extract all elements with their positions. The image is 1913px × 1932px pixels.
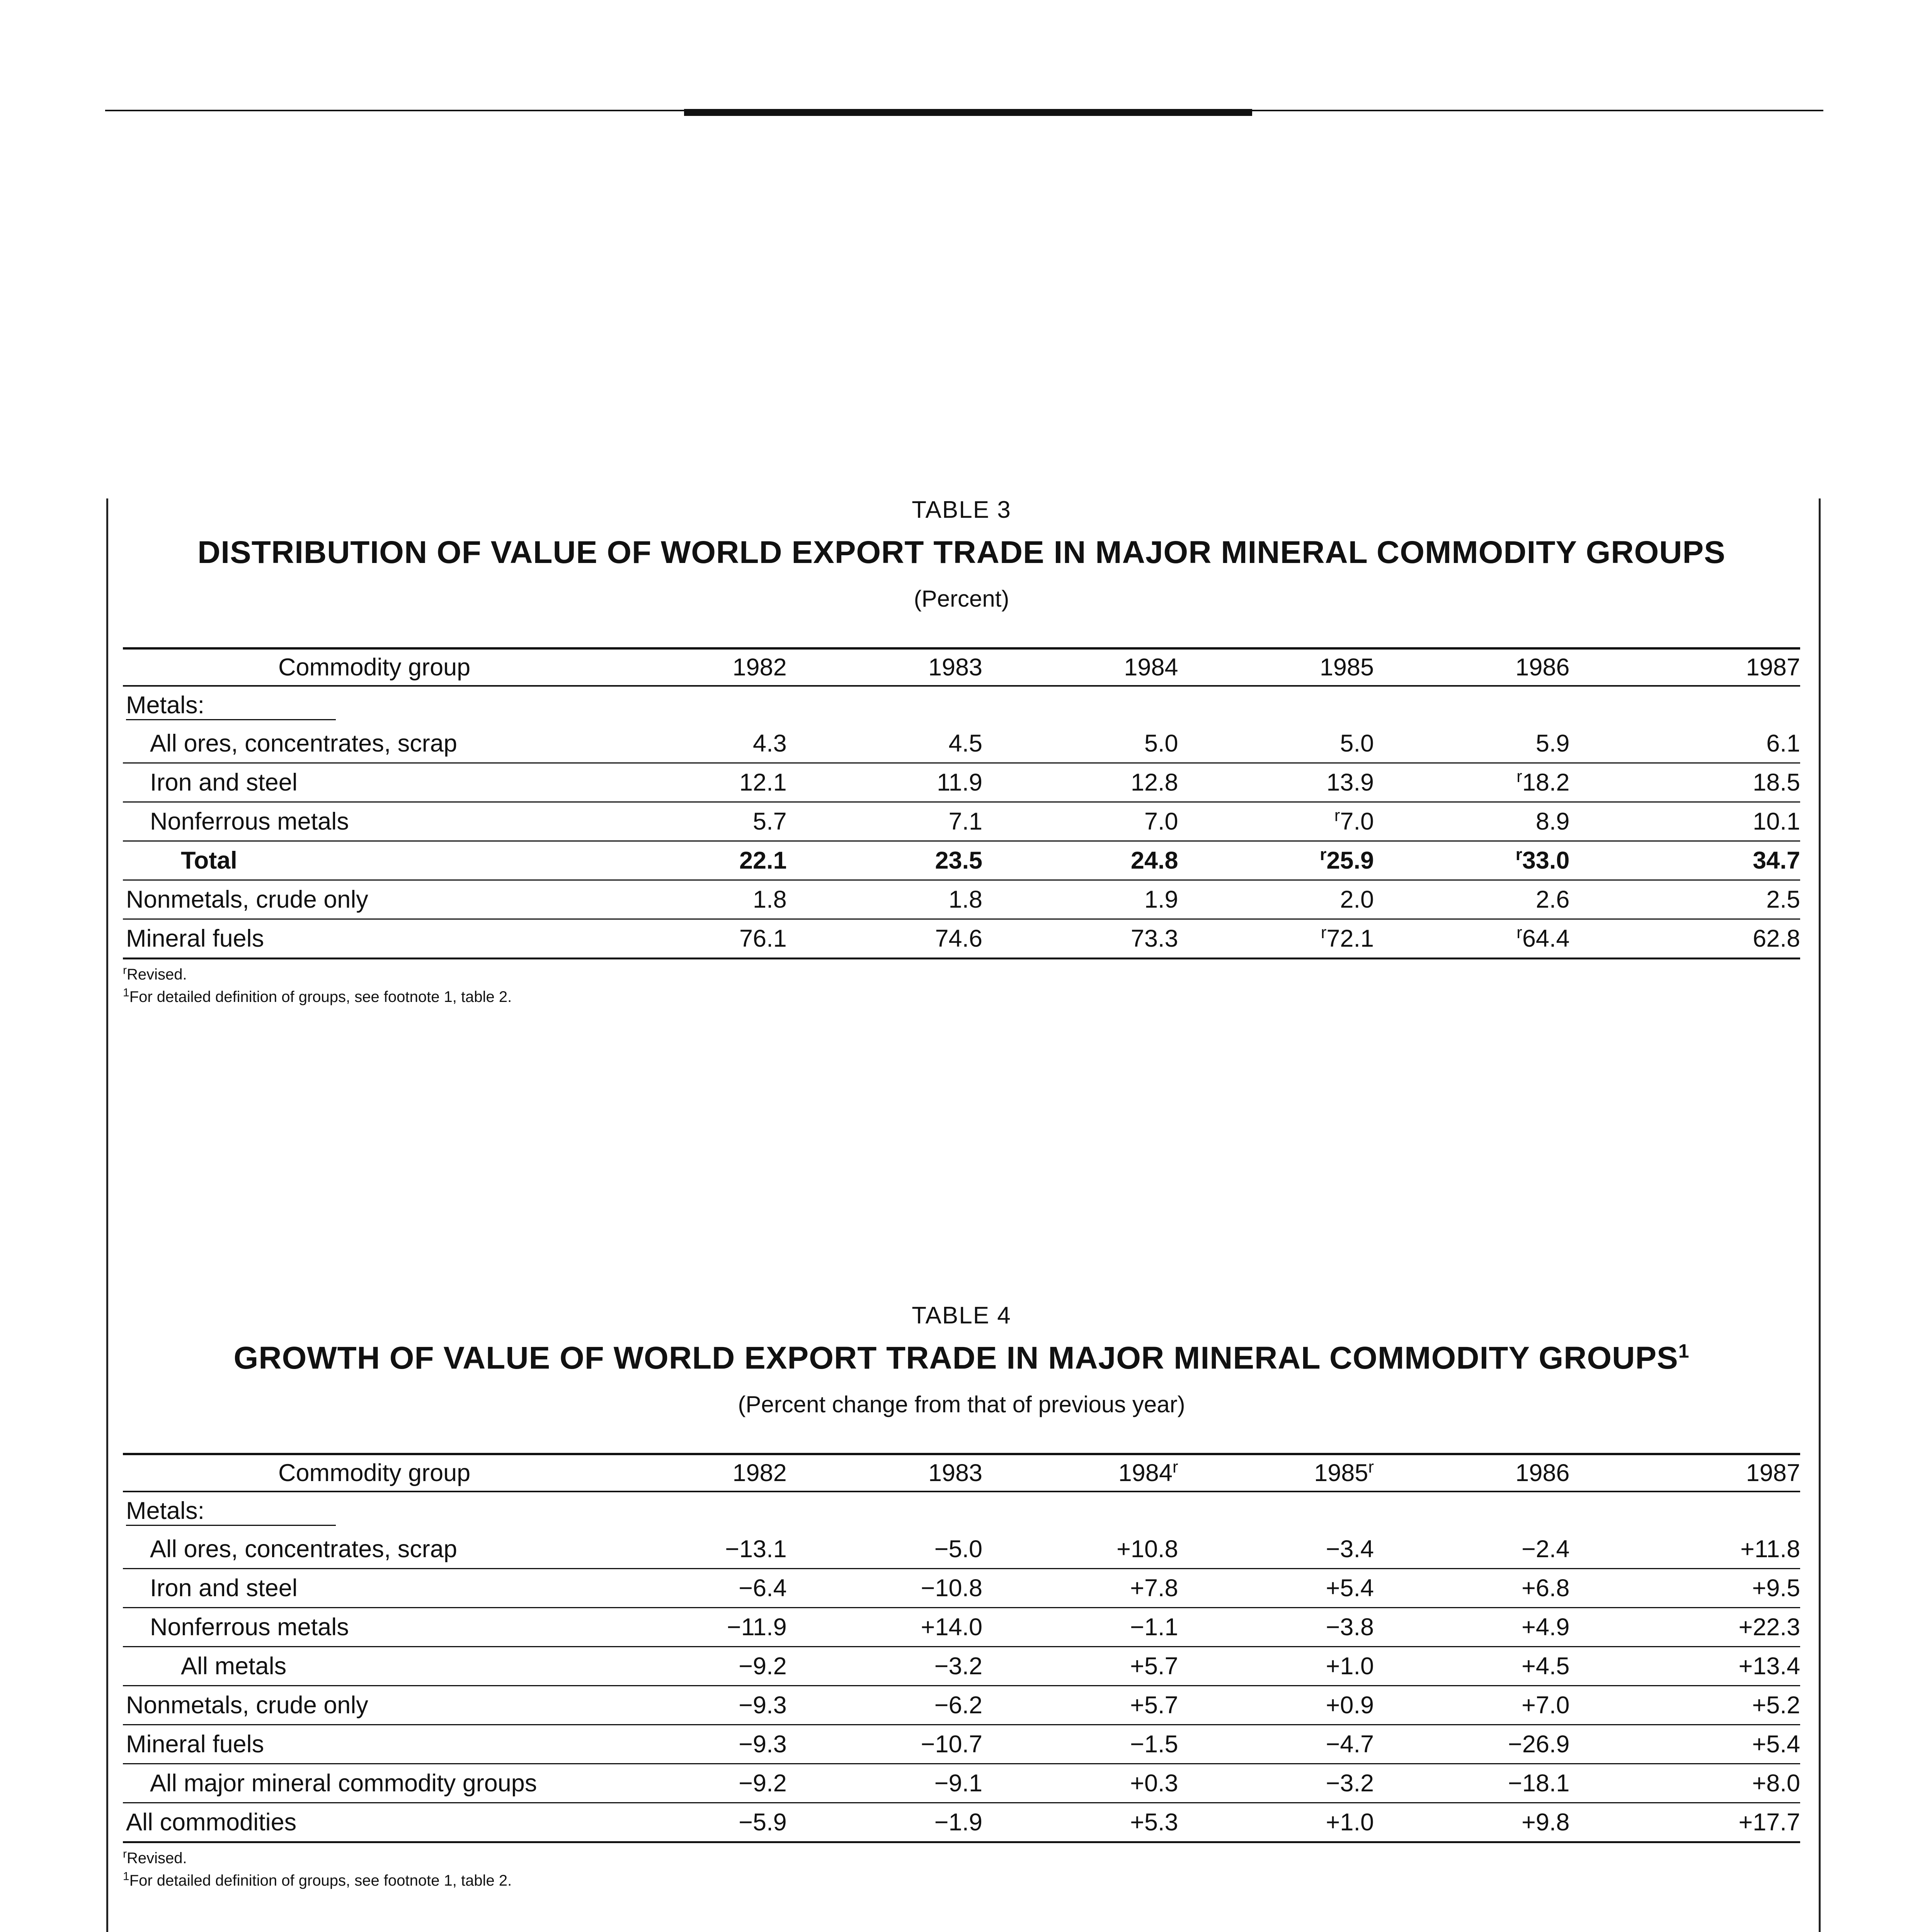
cell-value: $^r$18.2	[1409, 763, 1604, 802]
cell-value: +5.7	[1017, 1647, 1213, 1686]
row-label: All commodities	[123, 1803, 626, 1842]
cell-value: 74.6	[822, 919, 1017, 959]
column-header-year: 1986	[1409, 648, 1604, 686]
left-margin-rule	[106, 498, 108, 1932]
cell-value: 6.1	[1604, 724, 1800, 763]
row-label: All major mineral commodity groups	[123, 1764, 626, 1803]
cell-value: +4.5	[1409, 1647, 1604, 1686]
table-row-subtotal	[123, 1647, 1800, 1686]
cell-value: +4.9	[1409, 1608, 1604, 1647]
cell-value: +17.7	[1604, 1803, 1800, 1842]
cell-value: −4.7	[1213, 1725, 1409, 1764]
cell-value: 2.0	[1213, 880, 1409, 919]
cell-value: $^r$25.9	[1213, 841, 1409, 880]
cell-value: 8.9	[1409, 802, 1604, 841]
cell-value: −5.9	[626, 1803, 821, 1842]
table-row	[123, 724, 1800, 763]
cell-value: +0.3	[1017, 1764, 1213, 1803]
cell-value: +13.4	[1604, 1647, 1800, 1686]
group-label: Metals:	[126, 1497, 336, 1526]
revised-mark: r	[1334, 806, 1340, 825]
table-row-total	[123, 841, 1800, 880]
table-title: GROWTH OF VALUE OF WORLD EXPORT TRADE IN MAJOR MINERAL COMMODITY GROUPS$^1$	[233, 1340, 1690, 1376]
cell-value: −1.1	[1017, 1608, 1213, 1647]
table-row	[123, 919, 1800, 959]
cell-value: −26.9	[1409, 1725, 1604, 1764]
cell-value: 4.5	[822, 724, 1017, 763]
table-row	[123, 1803, 1800, 1842]
cell-value: +5.4	[1213, 1569, 1409, 1608]
column-header-year: 1982	[626, 648, 821, 686]
cell-value: $^r$64.4	[1409, 919, 1604, 959]
cell-value: +22.3	[1604, 1608, 1800, 1647]
cell-value: 2.5	[1604, 880, 1800, 919]
column-header-year: 1985	[1213, 648, 1409, 686]
table-row	[123, 1686, 1800, 1725]
cell-value: −3.2	[822, 1647, 1017, 1686]
cell-value: 1.8	[626, 880, 821, 919]
cell-value: 2.6	[1409, 880, 1604, 919]
data-table	[123, 1453, 1800, 1843]
table-label: TABLE 3	[912, 497, 1011, 523]
cell-value: 7.1	[822, 802, 1017, 841]
cell-value: $^r$33.0	[1409, 841, 1604, 880]
cell-value: −5.0	[822, 1530, 1017, 1569]
cell-value: 12.8	[1017, 763, 1213, 802]
column-header-year: 1984	[1017, 648, 1213, 686]
row-label: Nonferrous metals	[123, 1608, 626, 1647]
cell-value: +7.0	[1409, 1686, 1604, 1725]
cell-value: −2.4	[1409, 1530, 1604, 1569]
cell-value: 11.9	[822, 763, 1017, 802]
cell-value: +11.8	[1604, 1530, 1800, 1569]
footnote-revised: $^r$Revised.	[123, 1847, 187, 1867]
cell-value: +1.0	[1213, 1647, 1409, 1686]
cell-value: 5.9	[1409, 724, 1604, 763]
cell-value: +10.8	[1017, 1530, 1213, 1569]
title-footnote-mark: 1	[1678, 1340, 1690, 1362]
column-header-stub: Commodity group	[123, 1454, 626, 1492]
cell-value: 10.1	[1604, 802, 1800, 841]
cell-value: 4.3	[626, 724, 821, 763]
cell-value: −9.2	[626, 1764, 821, 1803]
cell-value: 1.8	[822, 880, 1017, 919]
cell-value: −6.2	[822, 1686, 1017, 1725]
row-label: Nonmetals, crude only	[123, 1686, 626, 1725]
table-row	[123, 880, 1800, 919]
cell-value: −10.8	[822, 1569, 1017, 1608]
cell-value: +9.8	[1409, 1803, 1604, 1842]
column-header-year: 1983	[822, 648, 1017, 686]
cell-value: 73.3	[1017, 919, 1213, 959]
cell-value: −9.3	[626, 1725, 821, 1764]
table-row	[123, 1530, 1800, 1569]
column-header-year: 1986	[1409, 1454, 1604, 1492]
cell-value: −6.4	[626, 1569, 821, 1608]
cell-value: 13.9	[1213, 763, 1409, 802]
cell-value: −3.8	[1213, 1608, 1409, 1647]
cell-value: 18.5	[1604, 763, 1800, 802]
row-label: All metals	[123, 1647, 626, 1686]
footnote-revised: $^r$Revised.	[123, 964, 187, 983]
table-unit: (Percent)	[914, 586, 1009, 612]
cell-value: $^r$72.1	[1213, 919, 1409, 959]
column-header-year: 1987	[1604, 648, 1800, 686]
table-3	[123, 493, 1800, 1008]
revised-mark: r	[1516, 923, 1522, 942]
cell-value: −18.1	[1409, 1764, 1604, 1803]
cell-value: +8.0	[1604, 1764, 1800, 1803]
table-row	[123, 1725, 1800, 1764]
cell-value: 76.1	[626, 919, 821, 959]
data-table	[123, 647, 1800, 959]
cell-value: 1.9	[1017, 880, 1213, 919]
cell-value: 34.7	[1604, 841, 1800, 880]
cell-value: 5.0	[1017, 724, 1213, 763]
table-footnotes	[123, 1847, 1800, 1892]
column-header-year: 1982	[626, 1454, 821, 1492]
table-row	[123, 763, 1800, 802]
cell-value: +5.7	[1017, 1686, 1213, 1725]
cell-value: 23.5	[822, 841, 1017, 880]
revised-mark: r	[1515, 845, 1522, 864]
cell-value: 12.1	[626, 763, 821, 802]
table-unit: (Percent change from that of previous year)	[738, 1391, 1185, 1417]
cell-value: −1.5	[1017, 1725, 1213, 1764]
column-header-stub: Commodity group	[123, 648, 626, 686]
cell-value: +0.9	[1213, 1686, 1409, 1725]
revised-mark: r	[1321, 923, 1327, 942]
cell-value: +1.0	[1213, 1803, 1409, 1842]
group-label: Metals:	[126, 691, 336, 720]
table-4	[123, 1298, 1800, 1892]
cell-value: −11.9	[626, 1608, 821, 1647]
cell-value: −3.2	[1213, 1764, 1409, 1803]
cell-value: +14.0	[822, 1608, 1017, 1647]
cell-value: 5.7	[626, 802, 821, 841]
table-title: DISTRIBUTION OF VALUE OF WORLD EXPORT TRADE IN MAJOR MINERAL COMMODITY GROUPS	[197, 535, 1726, 570]
row-label: Total	[123, 841, 626, 880]
row-label: Mineral fuels	[123, 919, 626, 959]
cell-value: 22.1	[626, 841, 821, 880]
cell-value: +5.2	[1604, 1686, 1800, 1725]
header-rule-accent	[684, 109, 1252, 116]
revised-mark: r	[1516, 767, 1522, 786]
row-label: Nonferrous metals	[123, 802, 626, 841]
table-footnotes	[123, 963, 1800, 1008]
cell-value: 5.0	[1213, 724, 1409, 763]
table-row	[123, 802, 1800, 841]
cell-value: −9.1	[822, 1764, 1017, 1803]
cell-value: +9.5	[1604, 1569, 1800, 1608]
column-header-year: 1987	[1604, 1454, 1800, 1492]
cell-value: 7.0	[1017, 802, 1213, 841]
cell-value: +5.4	[1604, 1725, 1800, 1764]
row-label: Iron and steel	[123, 763, 626, 802]
group-row	[123, 1492, 1800, 1530]
cell-value: +6.8	[1409, 1569, 1604, 1608]
cell-value: $^r$7.0	[1213, 802, 1409, 841]
table-row	[123, 1608, 1800, 1647]
group-row	[123, 686, 1800, 724]
right-margin-rule	[1819, 498, 1821, 1932]
row-label: Mineral fuels	[123, 1725, 626, 1764]
cell-value: −10.7	[822, 1725, 1017, 1764]
row-label: Nonmetals, crude only	[123, 880, 626, 919]
cell-value: −9.2	[626, 1647, 821, 1686]
cell-value: −9.3	[626, 1686, 821, 1725]
row-label: All ores, concentrates, scrap	[123, 1530, 626, 1569]
column-header-year: 1983	[822, 1454, 1017, 1492]
header-row	[123, 1454, 1800, 1492]
row-label: All ores, concentrates, scrap	[123, 724, 626, 763]
cell-value: −3.4	[1213, 1530, 1409, 1569]
cell-value: +7.8	[1017, 1569, 1213, 1608]
table-row	[123, 1569, 1800, 1608]
footnote-1: $^1$For detailed definition of groups, see footnote 1, table 2.	[123, 986, 512, 1005]
column-header-year: 1984$^r$	[1017, 1454, 1213, 1492]
header-row	[123, 648, 1800, 686]
cell-value: 62.8	[1604, 919, 1800, 959]
column-header-year: 1985$^r$	[1213, 1454, 1409, 1492]
cell-value: −1.9	[822, 1803, 1017, 1842]
cell-value: −13.1	[626, 1530, 821, 1569]
cell-value: 24.8	[1017, 841, 1213, 880]
cell-value: +5.3	[1017, 1803, 1213, 1842]
footnote-1: $^1$For detailed definition of groups, see footnote 1, table 2.	[123, 1870, 512, 1889]
table-label: TABLE 4	[912, 1302, 1011, 1329]
table-row-subtotal	[123, 1764, 1800, 1803]
row-label: Iron and steel	[123, 1569, 626, 1608]
revised-mark: r	[1320, 845, 1327, 864]
